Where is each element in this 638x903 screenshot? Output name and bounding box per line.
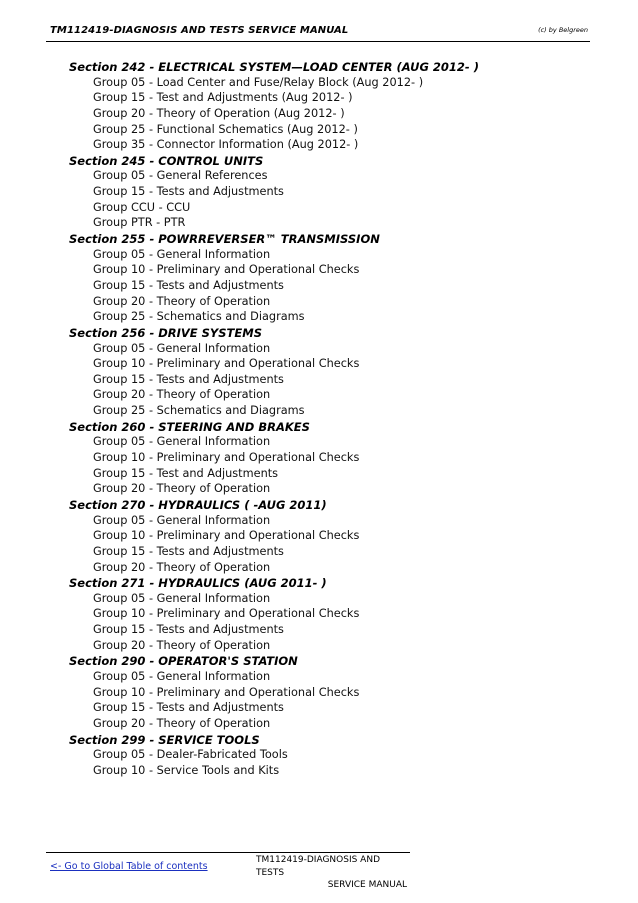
toc-group-link[interactable]: Group 05 - General References (93, 169, 268, 183)
toc-group-link[interactable]: Group 10 - Preliminary and Operational Checks (93, 685, 360, 699)
toc-section-link[interactable]: Section 299 - SERVICE TOOLS (69, 732, 260, 747)
toc-section-link[interactable]: Section 271 - HYDRAULICS (AUG 2011- ) (69, 576, 327, 591)
toc-group-link[interactable]: Group 05 - Load Center and Fuse/Relay Block (Aug 2012- ) (93, 75, 424, 89)
toc-group-link[interactable]: Group 10 - Preliminary and Operational Checks (93, 529, 360, 543)
toc-group-link[interactable]: Group 05 - General Information (93, 341, 271, 355)
toc-section-link[interactable]: Section 260 - STEERING AND BRAKES (69, 419, 310, 434)
toc-group-link[interactable]: Group 05 - General Information (93, 435, 271, 449)
toc-group-link[interactable]: Group 10 - Service Tools and Kits (93, 763, 280, 777)
toc-group-link[interactable]: Group CCU - CCU (93, 200, 191, 214)
toc-group-link[interactable]: Group 10 - Preliminary and Operational Checks (93, 451, 360, 465)
toc-section-link[interactable]: Section 270 - HYDRAULICS ( -AUG 2011) (69, 497, 327, 512)
toc-group-link[interactable]: Group PTR - PTR (93, 216, 186, 230)
toc-group-link[interactable]: Group 20 - Theory of Operation (93, 638, 271, 652)
toc-group-link[interactable]: Group 05 - General Information (93, 247, 271, 261)
toc-section-link[interactable]: Section 255 - POWRREVERSER™ TRANSMISSION (69, 232, 380, 247)
toc-group-link[interactable]: Group 25 - Functional Schematics (Aug 2012- ) (93, 122, 358, 136)
header-credit: (c) by Belgreen (538, 26, 588, 34)
toc-group-link[interactable]: Group 05 - General Information (93, 591, 271, 605)
toc-group-link[interactable]: Group 10 - Preliminary and Operational Checks (93, 607, 360, 621)
header-title: TM112419-DIAGNOSIS AND TESTS SERVICE MANUAL (50, 25, 349, 36)
toc-group-link[interactable]: Group 15 - Tests and Adjustments (93, 372, 284, 386)
toc-section-link[interactable]: Section 290 - OPERATOR'S STATION (69, 654, 298, 669)
toc-section-link[interactable]: Section 242 - ELECTRICAL SYSTEM—LOAD CENTER (AUG 2012- ) (69, 60, 479, 74)
toc-group-link[interactable]: Group 05 - Dealer-Fabricated Tools (93, 748, 288, 762)
table-of-contents (0, 60, 638, 779)
toc-group-link[interactable]: Group 15 - Test and Adjustments (Aug 2012- ) (93, 91, 353, 105)
toc-section-link[interactable]: Section 245 - CONTROL UNITS (69, 153, 264, 168)
global-toc-link[interactable]: <- Go to Global Table of contents (50, 861, 208, 872)
footer-title-line2: SERVICE MANUAL (327, 880, 407, 890)
toc-group-link[interactable]: Group 20 - Theory of Operation (93, 388, 271, 402)
toc-group-link[interactable]: Group 10 - Preliminary and Operational Checks (93, 263, 360, 277)
toc-group-link[interactable]: Group 15 - Tests and Adjustments (93, 544, 284, 558)
footer-divider (46, 852, 410, 853)
toc-group-link[interactable]: Group 05 - General Information (93, 669, 271, 683)
page-header (46, 22, 590, 42)
toc-group-link[interactable]: Group 35 - Connector Information (Aug 2012- ) (93, 138, 359, 152)
toc-group-link[interactable]: Group 25 - Schematics and Diagrams (93, 310, 305, 324)
footer-title (240, 854, 407, 892)
toc-group-link[interactable]: Group 15 - Tests and Adjustments (93, 185, 284, 199)
toc-section-link[interactable]: Section 256 - DRIVE SYSTEMS (69, 325, 262, 340)
toc-group-link[interactable]: Group 15 - Tests and Adjustments (93, 278, 284, 292)
toc-group-link[interactable]: Group 15 - Tests and Adjustments (93, 701, 284, 715)
toc-group-link[interactable]: Group 20 - Theory of Operation (93, 294, 271, 308)
toc-group-link[interactable]: Group 20 - Theory of Operation (Aug 2012- ) (93, 106, 345, 120)
toc-group-link[interactable]: Group 20 - Theory of Operation (93, 560, 271, 574)
toc-group-link[interactable]: Group 20 - Theory of Operation (93, 716, 271, 730)
toc-group-link[interactable]: Group 15 - Test and Adjustments (93, 466, 279, 480)
toc-group-link[interactable]: Group 25 - Schematics and Diagrams (93, 404, 305, 418)
toc-group-link[interactable]: Group 20 - Theory of Operation (93, 482, 271, 496)
toc-group-link[interactable]: Group 05 - General Information (93, 513, 271, 527)
footer-title-line1: TM112419-DIAGNOSIS AND TESTS (256, 855, 381, 878)
toc-group-link[interactable]: Group 15 - Tests and Adjustments (93, 623, 284, 637)
toc-group-link[interactable]: Group 10 - Preliminary and Operational Checks (93, 357, 360, 371)
